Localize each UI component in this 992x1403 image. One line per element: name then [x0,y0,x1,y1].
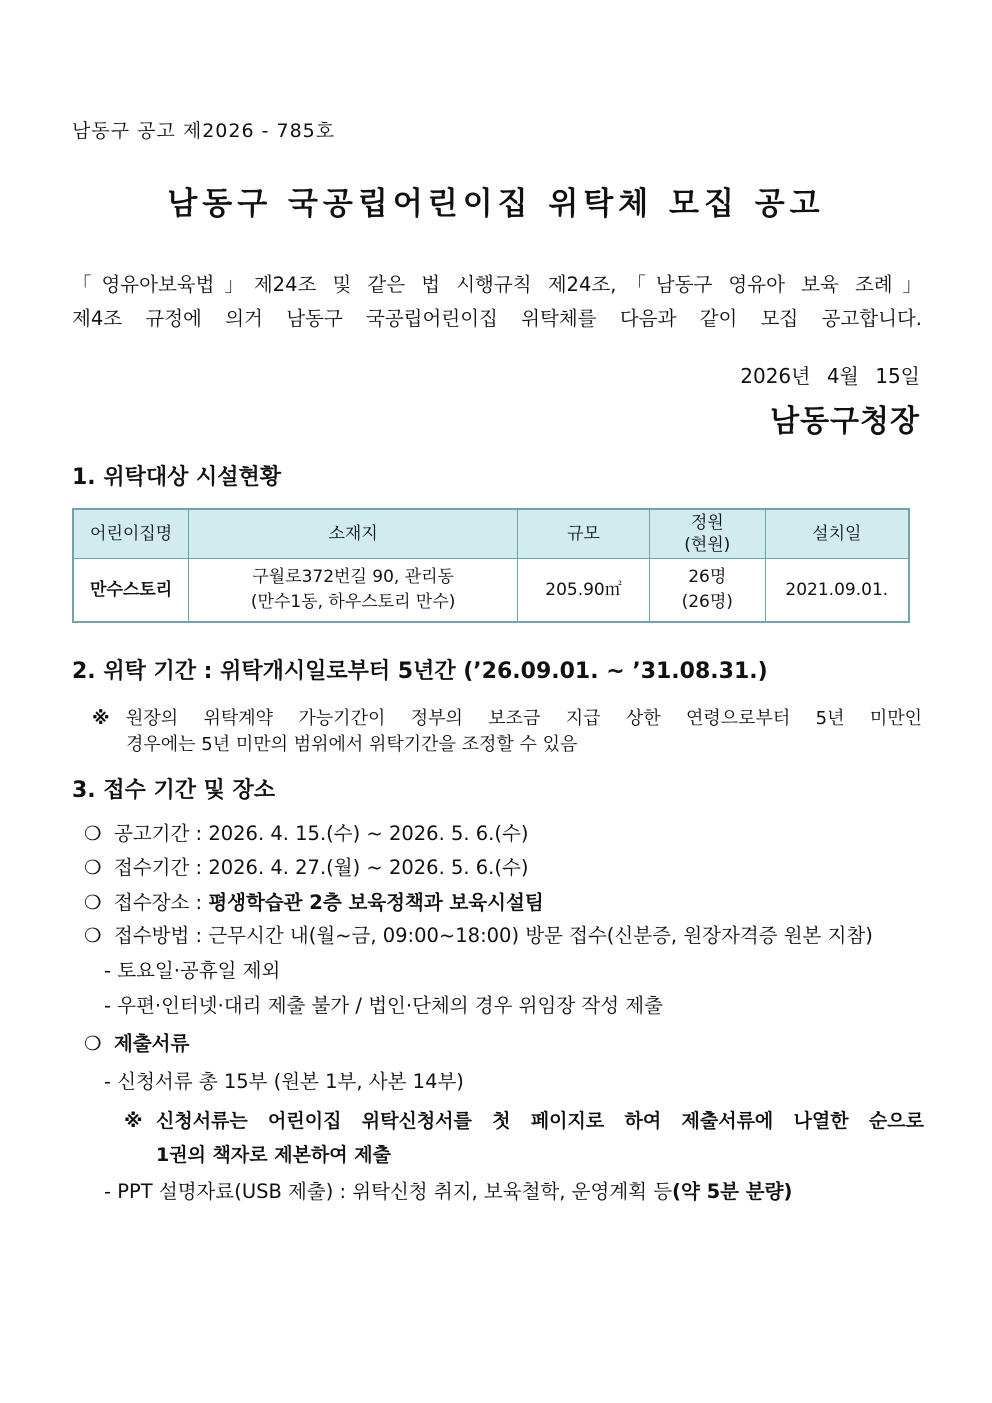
facility-address [189,559,518,623]
intro-line-1: 「영유아보육법」제24조 및 같은 법 시행규칙 제24조,「남동구 영유아 보육 조례」 [72,273,922,296]
header-size: 규모 [518,509,650,559]
documents-note-line-2: 1권의 책자로 제본하여 제출 [156,1144,391,1166]
bullet-circle: ❍ [84,891,102,914]
bullet-circle: ❍ [84,822,102,845]
section2-heading: 2. 위탁 기간 : 위탁개시일로부터 5년간 (’26.09.01. ~ ’31.08.31.) [72,659,768,684]
method-sub-1: - 토요일·공휴일 제외 [104,959,281,982]
item-label: 접수기간 : [114,856,203,879]
table-row [73,559,909,623]
notice-number: 남동구 공고 제2026 - 785호 [72,120,336,142]
item-value: 근무시간 내(월~금, 09:00~18:00) 방문 접수(신분증, 원장자격증 원본 지참) [208,924,873,947]
list-item-receipt-period [84,852,528,880]
intro-line-2: 제4조 규정에 의거 남동구 국공립어린이집 위탁체를 다음과 같이 모집 공고합니다. [72,307,922,330]
current-value: (26명) [681,592,733,612]
bullet-circle: ❍ [84,1032,102,1055]
page-title: 남동구 국공립어린이집 위탁체 모집 공고 [167,186,825,222]
issuer-name: 남동구청장 [770,404,920,439]
note-mark: ※ [92,708,110,729]
facility-table [72,508,910,623]
bullet-circle: ❍ [84,856,102,879]
list-item-receipt-place [84,887,544,915]
documents-sub-2 [104,1176,792,1204]
address-line-2: (만수1동, 하우스토리 만수) [250,592,456,612]
documents-sub-2-duration: (약 5분 분량) [672,1180,793,1203]
documents-note-line-1: 신청서류는 어린이집 위탁신청서를 첫 페이지로 하여 제출서류에 나열한 순으로 [156,1110,924,1132]
list-item-documents [84,1028,189,1056]
header-address: 소재지 [189,509,518,559]
address-line-1: 구월로372번길 90, 관리동 [252,567,454,587]
capacity-value: 26명 [688,567,727,587]
method-sub-2: - 우편·인터넷·대리 제출 불가 / 법인·단체의 경우 위임장 작성 제출 [104,994,663,1017]
header-capacity [649,509,765,559]
section1-heading: 1. 위탁대상 시설현황 [72,465,281,490]
facility-capacity [649,559,765,623]
bullet-circle: ❍ [84,924,102,947]
facility-name: 만수스토리 [73,559,189,623]
item-label: 공고기간 : [114,822,203,845]
item-value: 2026. 4. 27.(월) ~ 2026. 5. 6.(수) [208,856,529,879]
documents-sub-2-text: - PPT 설명자료(USB 제출) : 위탁신청 취지, 보육철학, 운영계획 등 [104,1180,673,1203]
item-value: 평생학습관 2층 보육정책과 보육시설팀 [208,891,544,914]
documents-sub-1: - 신청서류 총 15부 (원본 1부, 사본 14부) [104,1070,464,1093]
period-note-line-2: 경우에는 5년 미만의 범위에서 위탁기간을 조정할 수 있음 [126,734,578,755]
list-item-notice-period [84,818,528,846]
period-note-line-1: 원장의 위탁계약 가능기간이 정부의 보조금 지급 상한 연령으로부터 5년 미만인 [126,708,922,729]
facility-size: 205.90㎡ [518,559,650,623]
list-item-receipt-method [84,920,873,948]
item-value: 2026. 4. 15.(수) ~ 2026. 5. 6.(수) [208,822,529,845]
item-label: 접수방법 : [114,924,203,947]
item-label: 제출서류 [114,1032,190,1055]
header-name: 어린이집명 [73,509,189,559]
issue-date: 2026년 4월 15일 [740,364,920,388]
section3-heading: 3. 접수 기간 및 장소 [72,778,276,803]
item-label: 접수장소 : [114,891,203,914]
header-current-label: (현원) [684,535,731,555]
facility-established: 2021.09.01. [765,559,909,623]
header-capacity-label: 정원 [690,513,724,533]
note-mark: ※ [124,1110,143,1132]
table-header-row [73,509,909,559]
header-established: 설치일 [765,509,909,559]
